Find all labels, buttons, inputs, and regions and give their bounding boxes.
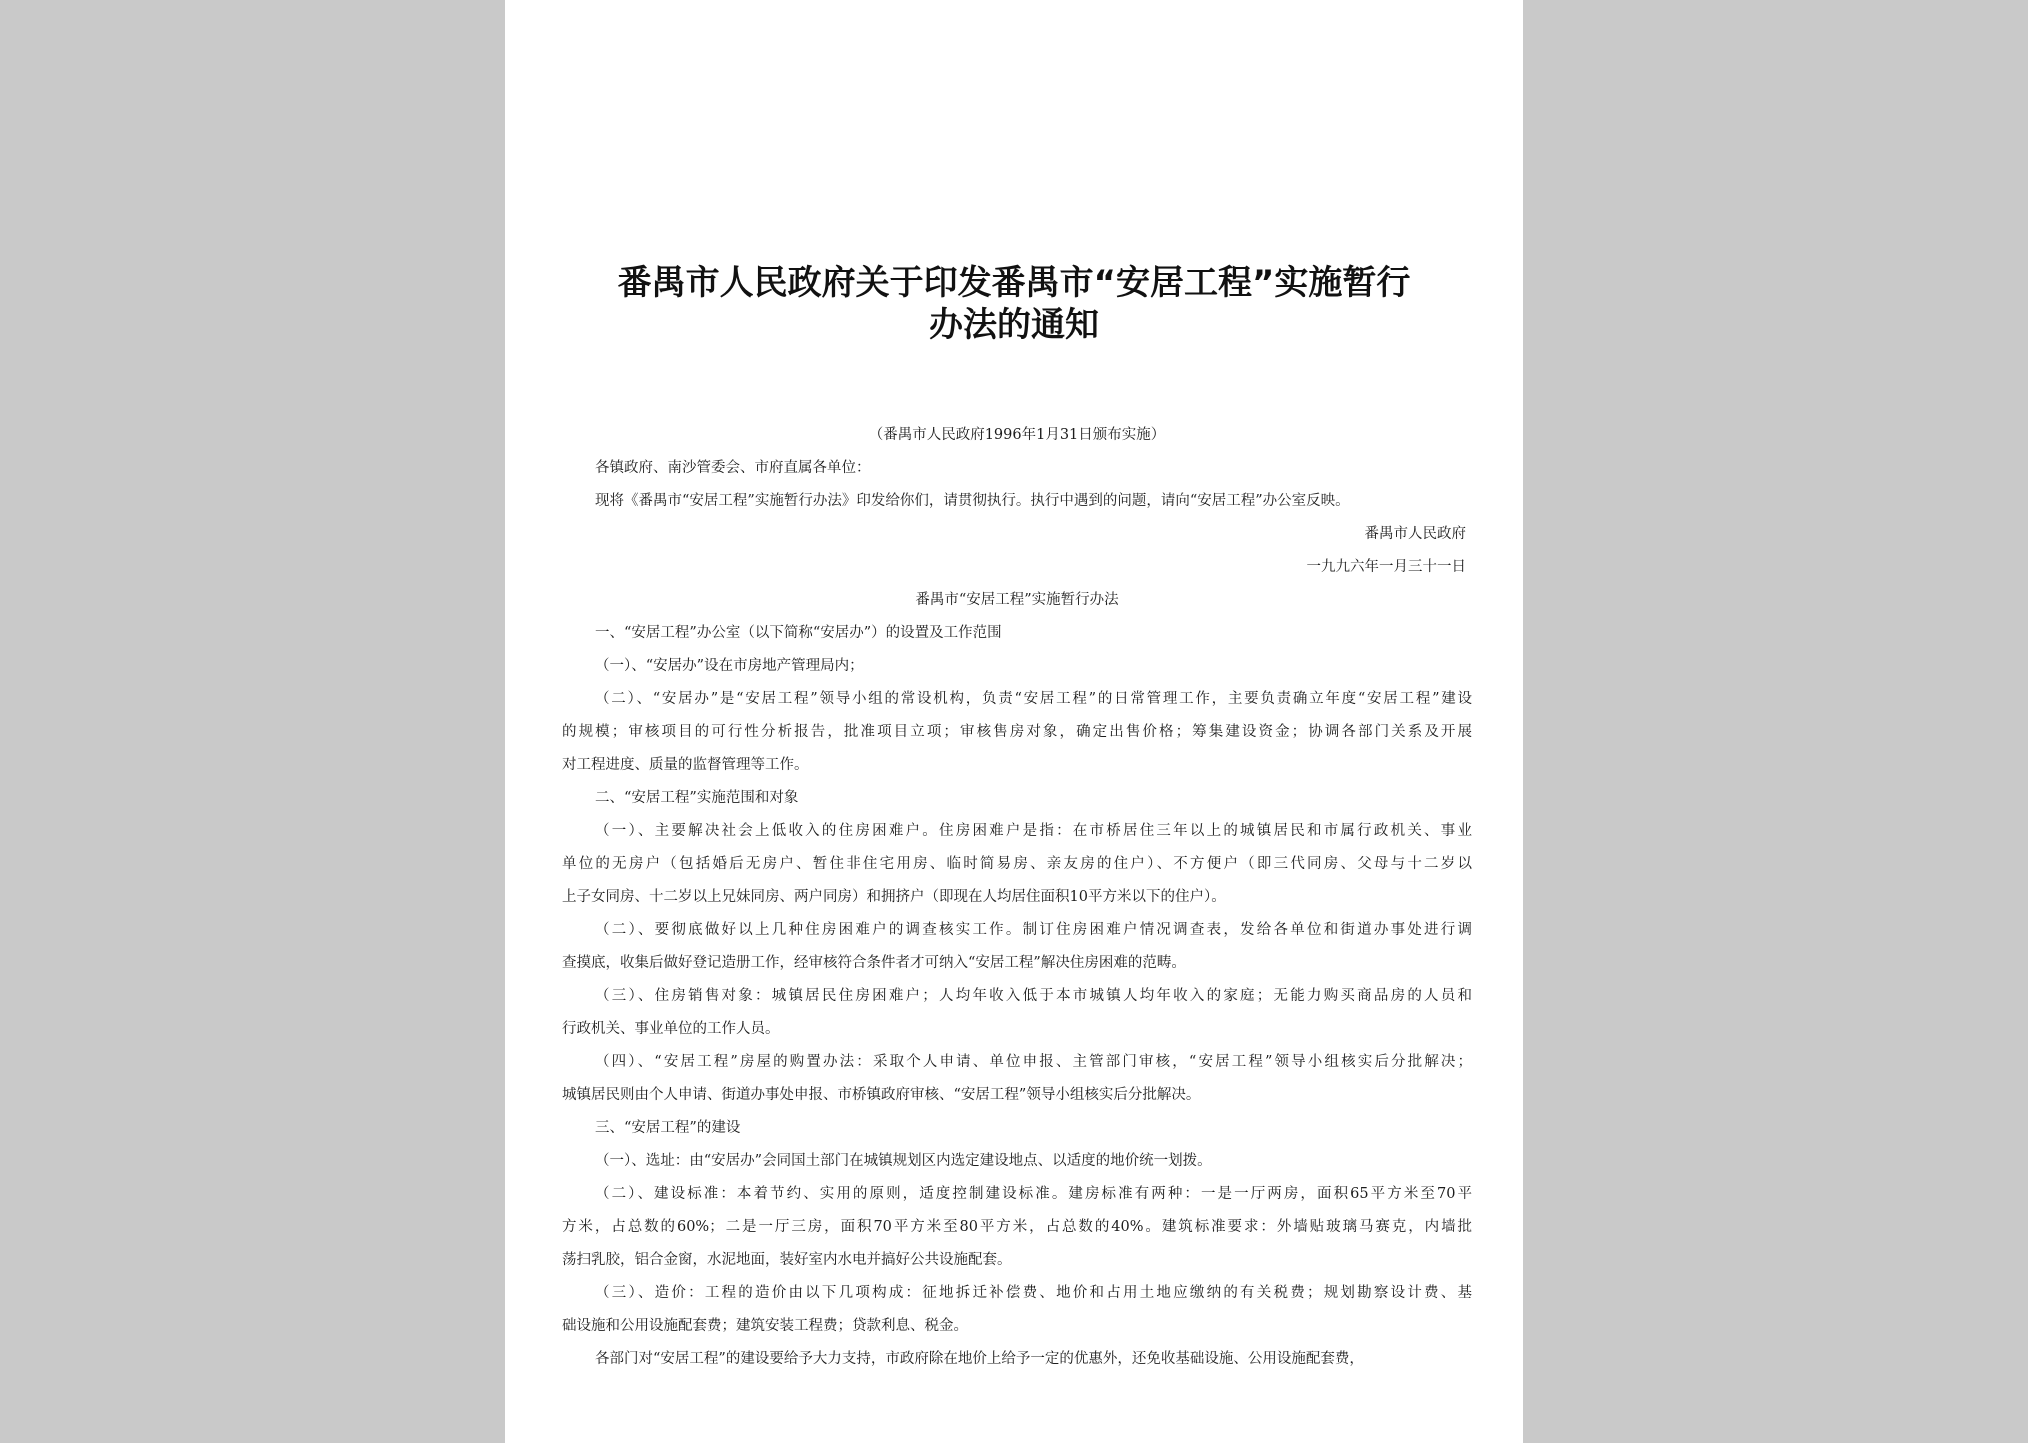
addressee: 各镇政府、南沙管委会、市府直属各单位： [595, 460, 871, 476]
body-line: （一）、“安居办”设在市房地产管理局内； [595, 658, 864, 674]
body-line: （四）、“安居工程”房屋的购置办法：采取个人申请、单位申报、主管部门审核，“安居工程”领导小组核实后分批解决； [595, 1054, 1472, 1070]
body-line: 础设施和公用设施配套费；建筑安装工程费；贷款利息、税金。 [562, 1318, 968, 1334]
body-line: （三）、住房销售对象：城镇居民住房困难户；人均年收入低于本市城镇人均年收入的家庭；无能力购买商品房的人员和 [595, 988, 1472, 1004]
body-line: （三）、造价：工程的造价由以下几项构成：征地拆迁补偿费、地价和占用土地应缴纳的有关税费；规划勘察设计费、基 [595, 1285, 1472, 1301]
section-title: 番禺市“安居工程”实施暂行办法 [915, 592, 1119, 608]
body-line: （二）、“安居办”是“安居工程”领导小组的常设机构，负责“安居工程”的日常管理工作，主要负责确立年度“安居工程”建设 [595, 691, 1472, 707]
body-line: （二）、要彻底做好以上几种住房困难户的调查核实工作。制订住房困难户情况调查表，发给各单位和街道办事处进行调 [595, 922, 1472, 938]
heading-1: 一、“安居工程”办公室（以下简称“安居办”）的设置及工作范围 [595, 625, 1002, 641]
body-line: 上子女同房、十二岁以上兄妹同房、两户同房）和拥挤户（即现在人均居住面积10平方米以下的住户）。 [562, 889, 1226, 905]
body-line: 行政机关、事业单位的工作人员。 [562, 1021, 780, 1037]
title-line-1: 番禺市人民政府关于印发番禺市“安居工程”实施暂行 [617, 263, 1411, 303]
body-line: 查摸底，收集后做好登记造册工作，经审核符合条件者才可纳入“安居工程”解决住房困难的范畴。 [562, 955, 1186, 971]
body-paragraph: 现将《番禺市“安居工程”实施暂行办法》印发给你们，请贯彻执行。执行中遇到的问题，请向“安居工程”办公室反映。 [595, 493, 1350, 509]
document-title [600, 262, 1428, 346]
document-page [505, 0, 1523, 1443]
body-line: 各部门对“安居工程”的建设要给予大力支持，市政府除在地价上给予一定的优惠外，还免收基础设施、公用设施配套费， [595, 1351, 1364, 1367]
body-line: （一）、选址：由“安居办”会同国土部门在城镇规划区内选定建设地点、以适度的地价统一划拨。 [595, 1153, 1212, 1169]
body-line: 城镇居民则由个人申请、街道办事处申报、市桥镇政府审核、“安居工程”领导小组核实后分批解决。 [562, 1087, 1201, 1103]
body-line: （二）、建设标准：本着节约、实用的原则，适度控制建设标准。建房标准有两种：一是一厅两房，面积65平方米至70平 [595, 1186, 1472, 1202]
body-line: 对工程进度、质量的监督管理等工作。 [562, 757, 809, 773]
body-line: 方米，占总数的60%；二是一厅三房，面积70平方米至80平方米，占总数的40%。建筑标准要求：外墙贴玻璃马赛克，内墙批 [562, 1219, 1472, 1235]
heading-2: 二、“安居工程”实施范围和对象 [595, 790, 799, 806]
body-line: 单位的无房户（包括婚后无房户、暂住非住宅用房、临时简易房、亲友房的住户）、不方便户（即三代同房、父母与十二岁以 [562, 856, 1472, 872]
title-line-2: 办法的通知 [929, 305, 1099, 345]
issue-note: （番禺市人民政府1996年1月31日颁布实施） [868, 427, 1166, 443]
body-line: 荡扫乳胶，铝合金窗，水泥地面，装好室内水电并搞好公共设施配套。 [562, 1252, 1012, 1268]
signatory: 番禺市人民政府 [1364, 526, 1466, 542]
signature-date: 一九九六年一月三十一日 [1306, 559, 1466, 575]
body-line: 的规模；审核项目的可行性分析报告，批准项目立项；审核售房对象，确定出售价格；筹集建设资金；协调各部门关系及开展 [562, 724, 1472, 740]
body-line: （一）、主要解决社会上低收入的住房困难户。住房困难户是指：在市桥居住三年以上的城镇居民和市属行政机关、事业 [595, 823, 1472, 839]
heading-3: 三、“安居工程”的建设 [595, 1120, 741, 1136]
